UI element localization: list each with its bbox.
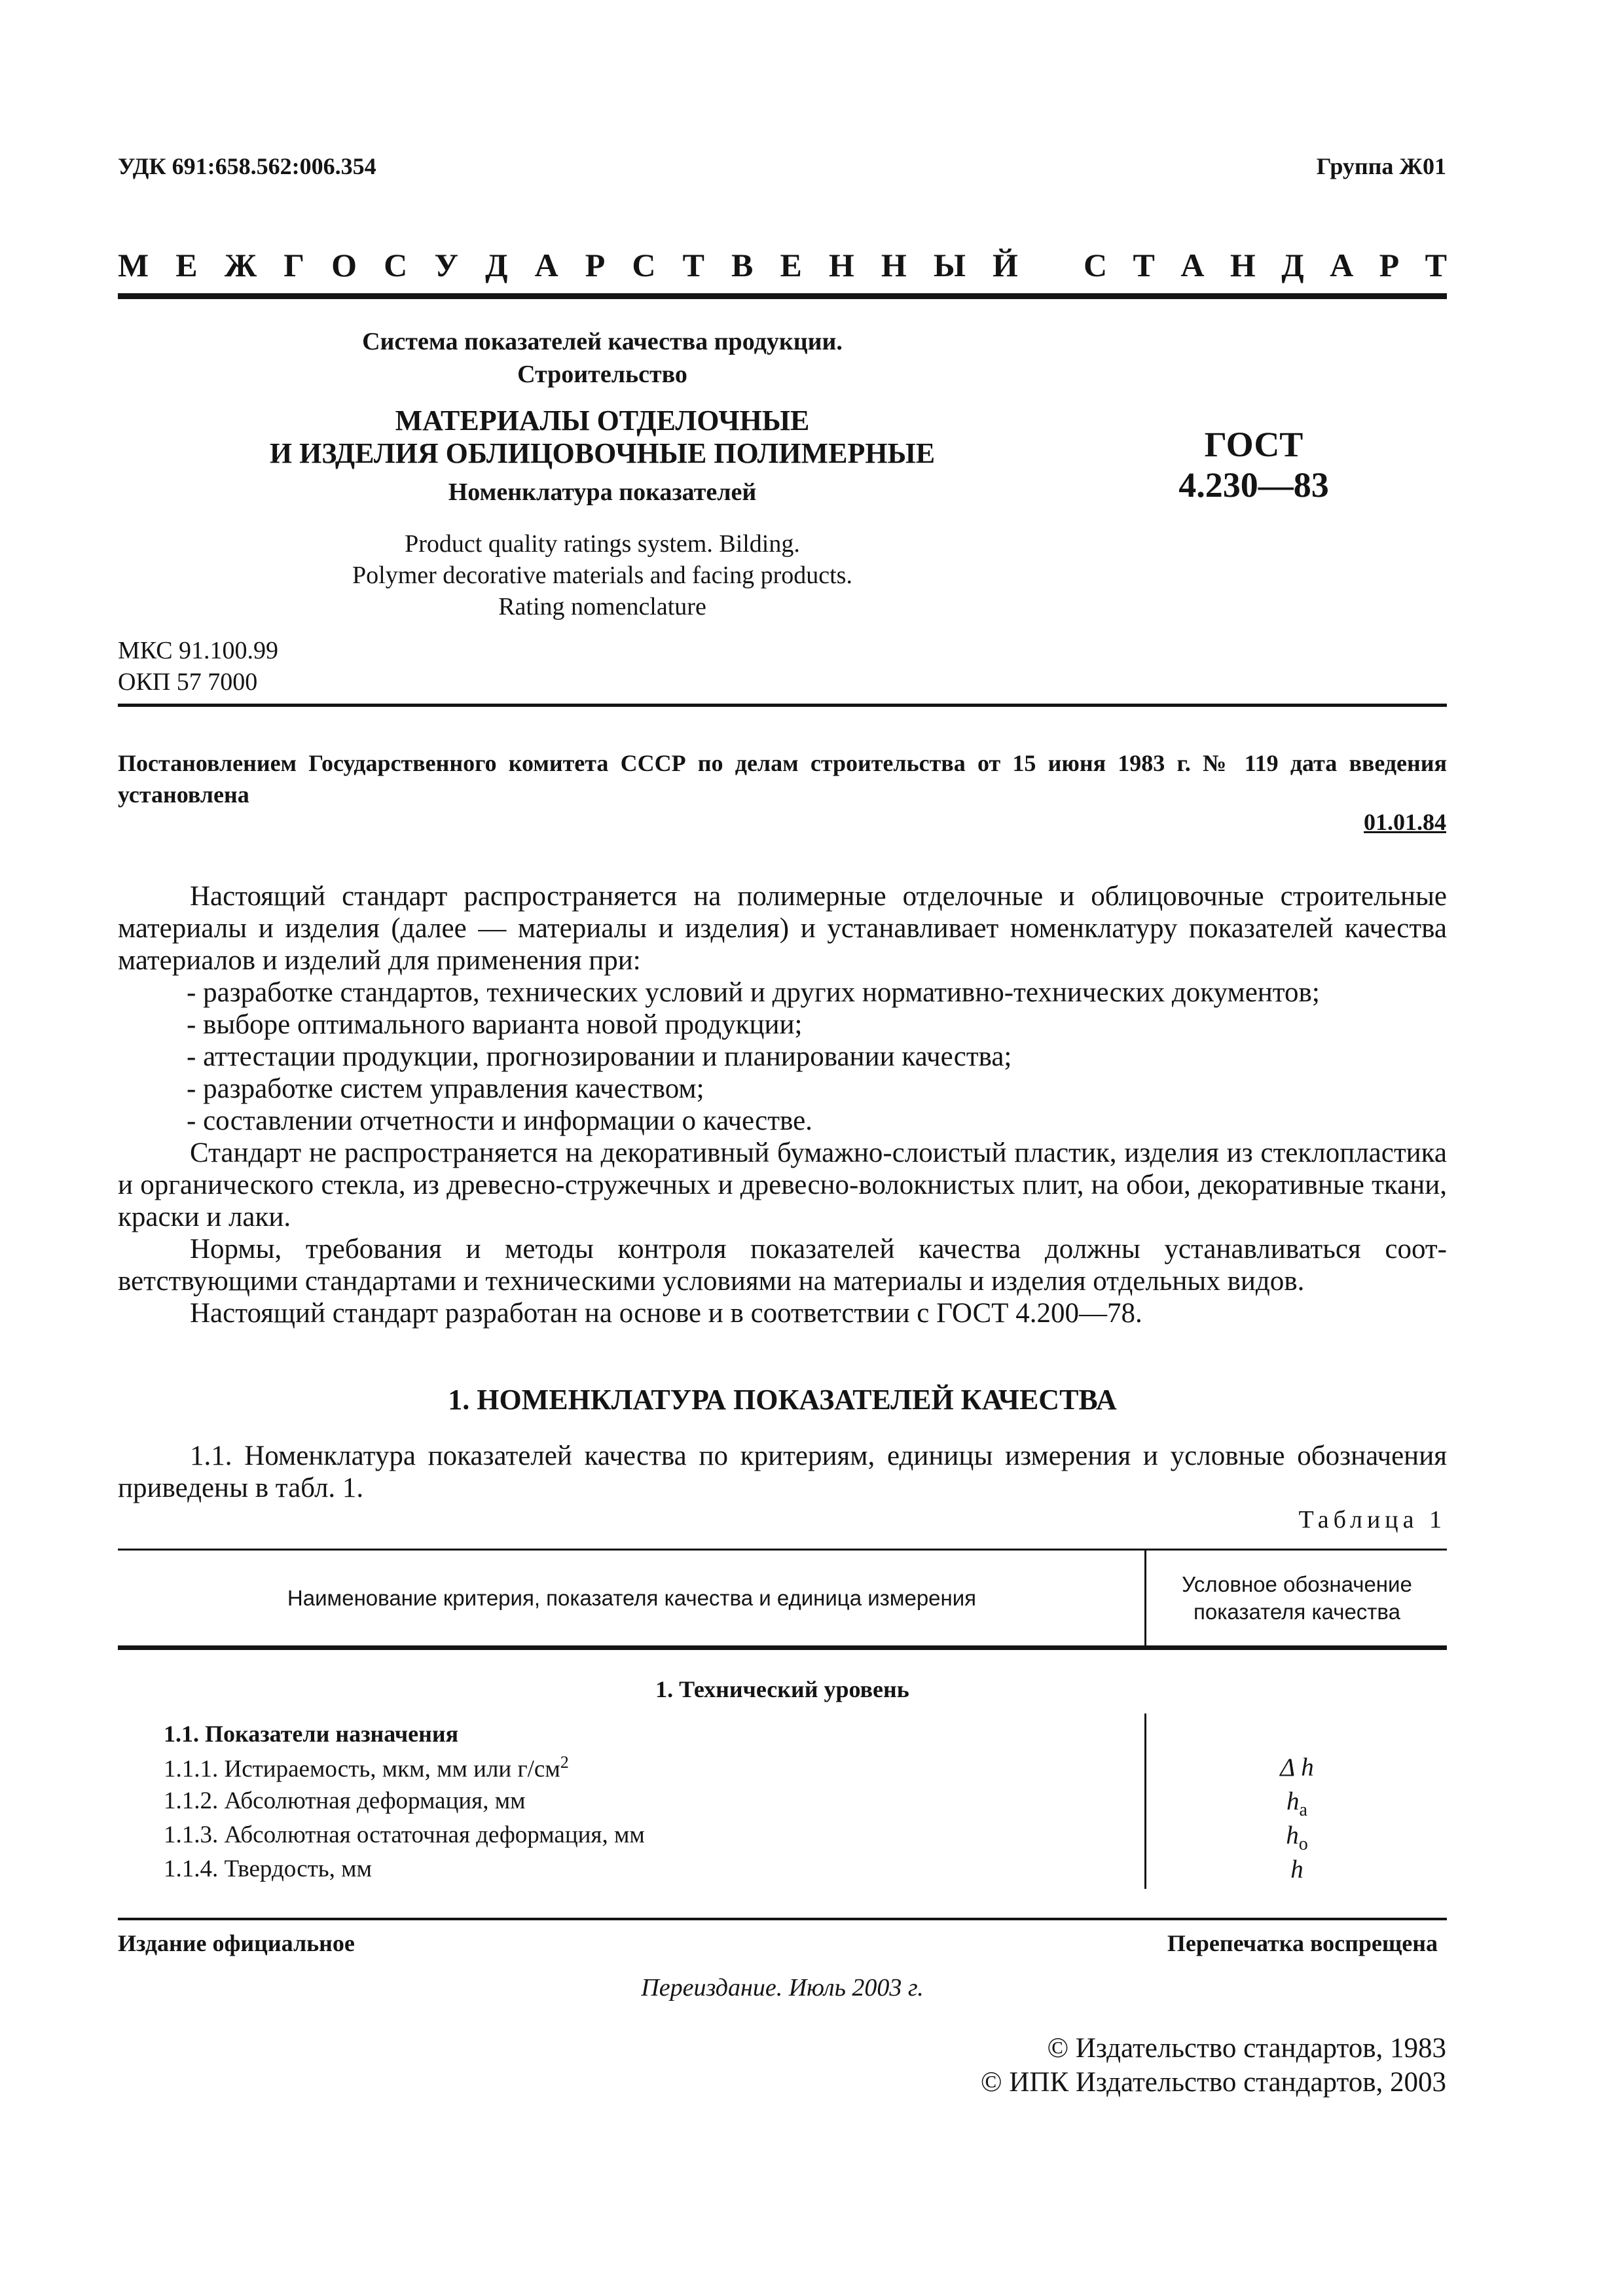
banner-word-interstate bbox=[118, 246, 1018, 284]
table-group-title: 1. Технический уровень bbox=[655, 1676, 909, 1702]
table-body-divider bbox=[1144, 1713, 1146, 1889]
banner-letter: Т bbox=[682, 247, 704, 283]
table-row-symbol: $h_а$ bbox=[1286, 1787, 1307, 1820]
banner-letter: Д bbox=[485, 247, 508, 283]
table-subsection: 1.1. Показатели назначения bbox=[164, 1721, 459, 1747]
banner-letter: С bbox=[1084, 247, 1108, 283]
paragraph-norms: Нормы, требования и методы контроля показателей качества должны устанавливаться соответствующими стандартами и техническими условиями на материалы и изделия отдельных видов. bbox=[118, 1234, 1447, 1297]
section-heading: 1. НОМЕНКЛАТУРА ПОКАЗАТЕЛЕЙ КАЧЕСТВА bbox=[448, 1384, 1117, 1416]
introduction-date: 01.01.84 bbox=[1364, 809, 1446, 835]
banner-letter: В bbox=[731, 247, 754, 283]
okp-code: ОКП 57 7000 bbox=[118, 668, 258, 696]
english-title bbox=[262, 528, 943, 622]
banner-letter: Р bbox=[585, 247, 606, 283]
table-label: Таблица 1 bbox=[1298, 1506, 1446, 1534]
list-item: - выборе оптимального варианта новой продукции; bbox=[187, 1009, 803, 1040]
main-title-line: И ИЗДЕЛИЯ ОБЛИЦОВОЧНЫЕ ПОЛИМЕРНЫЕ bbox=[269, 437, 936, 469]
banner-rule bbox=[118, 293, 1447, 299]
classification-codes bbox=[118, 635, 278, 698]
table-header-symbol bbox=[1147, 1550, 1447, 1647]
table-header-symbol-line: Условное обозначение bbox=[1182, 1572, 1412, 1596]
banner-letter: Ы bbox=[933, 247, 966, 283]
banner-letter: С bbox=[384, 247, 408, 283]
banner-letter: М bbox=[118, 247, 149, 283]
table-header-rule bbox=[118, 1645, 1447, 1650]
table-header-symbol-line: показателя качества bbox=[1194, 1600, 1400, 1624]
banner-letter: Т bbox=[1133, 247, 1155, 283]
banner-letter: Й bbox=[993, 247, 1018, 283]
banner-letter: Н bbox=[1230, 247, 1256, 283]
banner-letter: А bbox=[1330, 247, 1354, 283]
table-row-name: 1.1.4. Твердость, мм bbox=[164, 1856, 372, 1882]
copyright-line: © ИПК Издательство стандартов, 2003 bbox=[980, 2067, 1446, 2098]
banner-letter: Е bbox=[175, 247, 198, 283]
list-item: - разработке систем управления качеством; bbox=[187, 1073, 704, 1104]
reprint-prohibited-label: Перепечатка воспрещена bbox=[1167, 1930, 1438, 1956]
banner-letter: С bbox=[632, 247, 656, 283]
banner-letter: Ж bbox=[224, 247, 257, 283]
paragraph-intro: Настоящий стандарт распространяется на полимерные отделочные и облицовочные строительные материалы и изделия (далее — материалы и изделия) и устанавливает номенклатуру показателей качества материалов и изделий для применения при: bbox=[118, 881, 1447, 976]
title-rule bbox=[118, 704, 1447, 707]
banner-letter: Е bbox=[780, 247, 802, 283]
english-title-line: Polymer decorative materials and facing products. bbox=[352, 562, 852, 589]
table-row-symbol: h bbox=[1290, 1856, 1304, 1884]
mks-code: МКС 91.100.99 bbox=[118, 637, 279, 664]
main-title-line: МАТЕРИАЛЫ ОТДЕЛОЧНЫЕ bbox=[395, 404, 810, 437]
table-row-symbol: Δ h bbox=[1280, 1753, 1314, 1782]
banner-letter: Д bbox=[1281, 247, 1304, 283]
main-title bbox=[242, 404, 962, 470]
footer-rule bbox=[118, 1918, 1447, 1920]
banner-letter: Т bbox=[1425, 247, 1447, 283]
copyright-line: © Издательство стандартов, 1983 bbox=[1047, 2033, 1446, 2064]
clause-1-1: 1.1. Номенклатура показателей качества по критериям, единицы измерения и условные обозначения приведены в табл. 1. bbox=[118, 1441, 1447, 1503]
list-item: - аттестации продукции, прогнозировании и планировании качества; bbox=[187, 1041, 1012, 1072]
banner-letter: У bbox=[434, 247, 459, 283]
system-title-line: Строительство bbox=[517, 361, 687, 388]
banner-letter: А bbox=[1180, 247, 1205, 283]
reissue-note: Переиздание. Июль 2003 г. bbox=[641, 1974, 924, 2001]
body-text bbox=[118, 880, 1447, 1329]
title-subtitle: Номенклатура показателей bbox=[448, 478, 757, 506]
banner-letter: Н bbox=[828, 247, 854, 283]
gost-label: ГОСТ bbox=[1204, 425, 1304, 464]
decree-text: Постановлением Государственного комитета СССР по делам строительства от 15 июня 1983 г. № 119 дата введения установлена bbox=[118, 750, 1447, 808]
list-item: - составлении отчетности и информации о качестве. bbox=[187, 1105, 812, 1136]
english-title-line: Product quality ratings system. Bilding. bbox=[405, 530, 800, 558]
paragraph-basis: Настоящий стандарт разработан на основе и в соответствии с ГОСТ 4.200—78. bbox=[190, 1298, 1142, 1329]
system-title bbox=[262, 325, 943, 391]
table-row-name: 1.1.1. Истираемость, мкм, мм или $г/см^2$ bbox=[164, 1753, 569, 1783]
paragraph-exclusion: Стандарт не распространяется на декоративный бумажно-слоистый пластик, изделия из стеклопластика и органического стекла, из древесно-стружечных и древесно-волокнистых плит, на обои, декоративные ткани, краски и лаки. bbox=[118, 1138, 1447, 1232]
official-edition-label: Издание официальное bbox=[118, 1930, 355, 1956]
english-title-line: Rating nomenclature bbox=[498, 593, 706, 620]
banner-letter: А bbox=[534, 247, 558, 283]
group-code: Группа Ж01 bbox=[1316, 153, 1446, 179]
gost-code: 4.230—83 bbox=[1178, 465, 1329, 505]
table-header-criterion: Наименование критерия, показателя качества и единица измерения bbox=[287, 1586, 977, 1610]
banner-word-standard bbox=[1084, 246, 1447, 284]
banner-letter: О bbox=[331, 247, 357, 283]
table-row-name: 1.1.2. Абсолютная деформация, мм bbox=[164, 1787, 526, 1814]
udk-code: УДК 691:658.562:006.354 bbox=[118, 153, 376, 179]
banner-letter: Р bbox=[1379, 247, 1400, 283]
standard-banner bbox=[118, 246, 1447, 284]
table-row-symbol: $h_о$ bbox=[1286, 1821, 1308, 1854]
list-item: - разработке стандартов, технических условий и других нормативно-технических документов; bbox=[187, 977, 1320, 1008]
banner-letter: Н bbox=[881, 247, 907, 283]
system-title-line: Система показателей качества продукции. bbox=[362, 328, 843, 355]
banner-letter: Г bbox=[283, 247, 305, 283]
gost-number bbox=[1123, 424, 1385, 505]
table-row-name: 1.1.3. Абсолютная остаточная деформация, мм bbox=[164, 1821, 645, 1848]
